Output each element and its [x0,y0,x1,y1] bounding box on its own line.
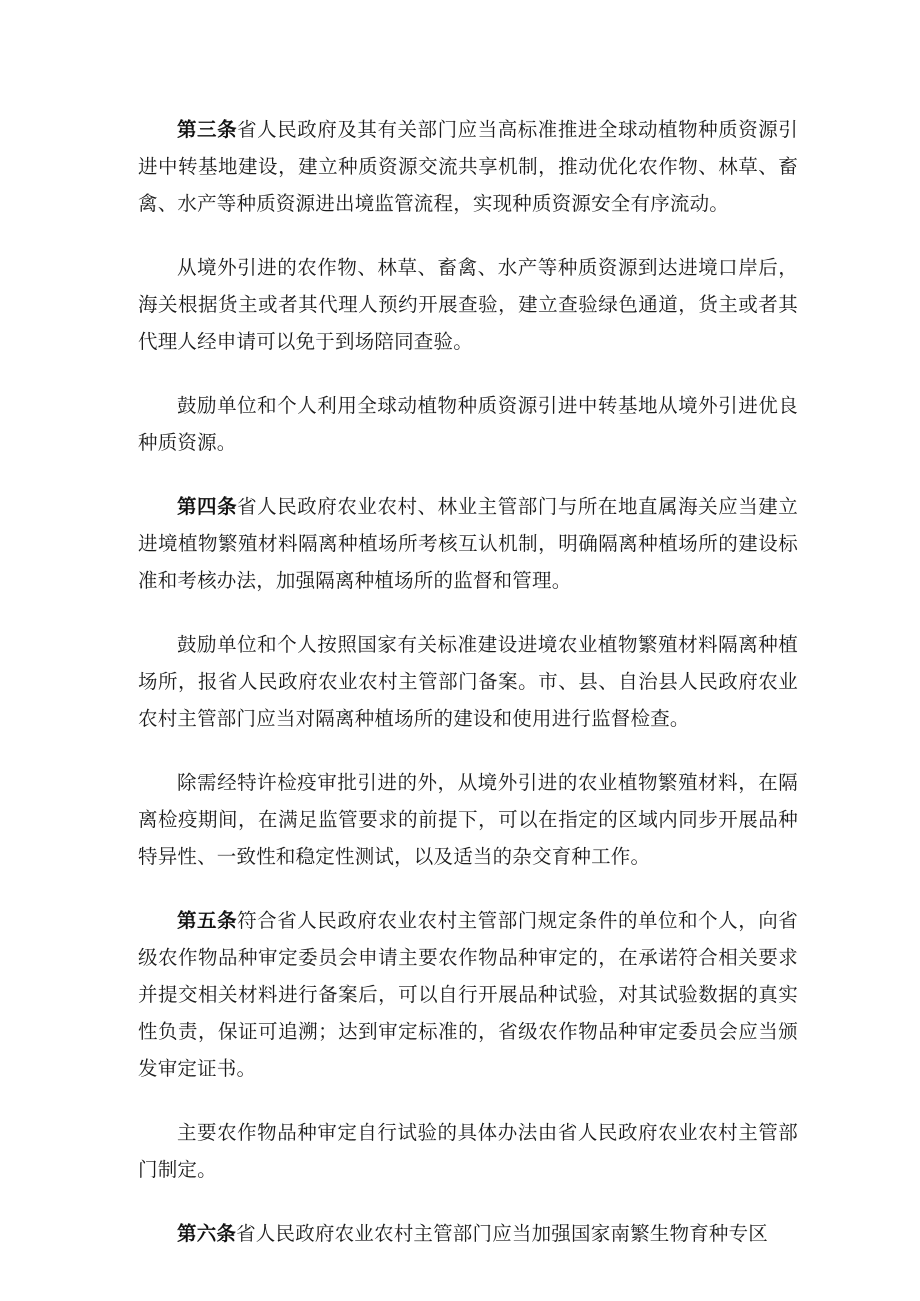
paragraph-article-3 [138,111,798,222]
article-number: 第六条 [177,1222,237,1245]
paragraph-text: 除需经特许检疫审批引进的外，从境外引进的农业植物繁殖材料，在隔离检疫期间，在满足监管要求的前提下，可以在指定的区域内同步开展品种特异性、一致性和稳定性测试，以及适当的杂交育种工作。 [138,771,798,868]
paragraph-text: 省人民政府农业农村主管部门应当加强国家南繁生物育种专区 [236,1222,769,1245]
paragraph-text: 省人民政府及其有关部门应当高标准推进全球动植物种质资源引进中转基地建设，建立种质资源交流共享机制，推动优化农作物、林草、畜禽、水产等种质资源进出境监管流程，实现种质资源安全有序流动。 [138,118,798,215]
article-number: 第五条 [177,909,238,932]
paragraph-text: 省人民政府农业农村、林业主管部门与所在地直属海关应当建立进境植物繁殖材料隔离种植场所考核互认机制，明确隔离种植场所的建设标准和考核办法，加强隔离种植场所的监督和管理。 [138,495,798,592]
paragraph-article-3-clause-2 [138,249,798,360]
paragraph-article-4-clause-2 [138,626,798,737]
document-body [138,111,798,1279]
paragraph-text: 从境外引进的农作物、林草、畜禽、水产等种质资源到达进境口岸后，海关根据货主或者其代理人预约开展查验，建立查验绿色通道，货主或者其代理人经申请可以免于到场陪同查验。 [138,256,798,353]
article-number: 第三条 [177,118,238,141]
paragraph-text: 鼓励单位和个人按照国家有关标准建设进境农业植物繁殖材料隔离种植场所，报省人民政府农业农村主管部门备案。市、县、自治县人民政府农业农村主管部门应当对隔离种植场所的建设和使用进行监督检查。 [138,633,798,730]
paragraph-article-5-clause-2 [138,1114,798,1188]
paragraph-article-5 [138,902,798,1087]
paragraph-text: 鼓励单位和个人利用全球动植物种质资源引进中转基地从境外引进优良种质资源。 [138,394,798,454]
paragraph-article-3-clause-3 [138,387,798,461]
article-number: 第四条 [177,495,238,518]
paragraph-article-4 [138,488,798,599]
paragraph-text: 符合省人民政府农业农村主管部门规定条件的单位和个人，向省级农作物品种审定委员会申请主要农作物品种审定的，在承诺符合相关要求并提交相关材料进行备案后，可以自行开展品种试验，对其试验数据的真实性负责，保证可追溯；达到审定标准的，省级农作物品种审定委员会应当颁发审定证书。 [138,909,798,1080]
paragraph-text: 主要农作物品种审定自行试验的具体办法由省人民政府农业农村主管部门制定。 [138,1121,798,1181]
paragraph-article-4-clause-3 [138,764,798,875]
paragraph-article-6 [138,1215,798,1252]
